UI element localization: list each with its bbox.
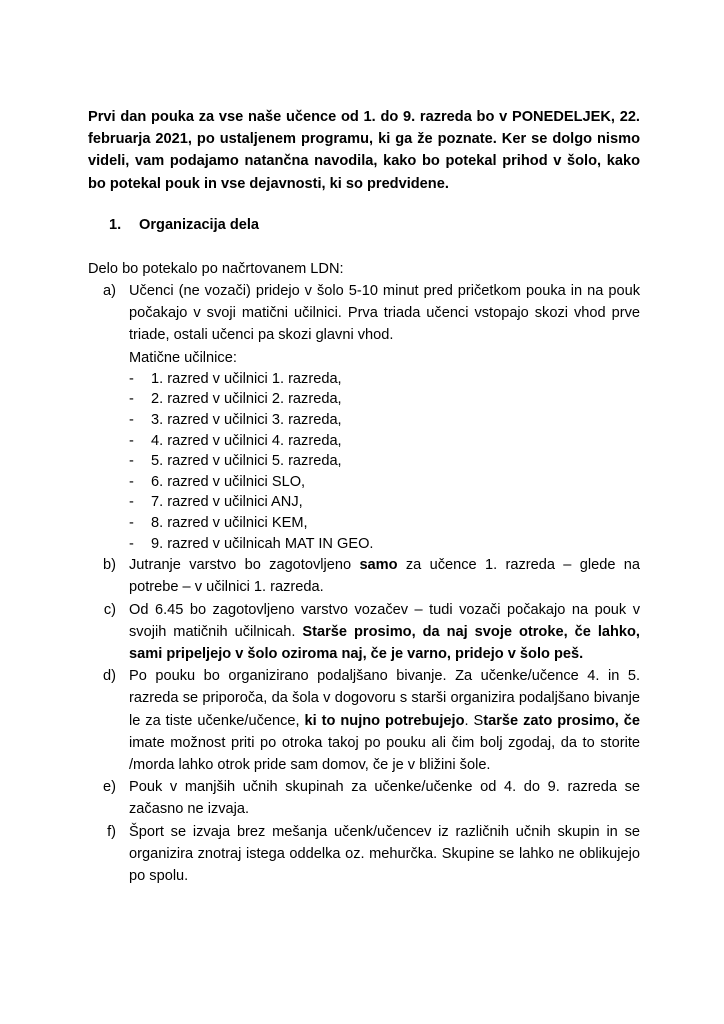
item-text: Od 6.45 bo zagotovljeno varstvo vozačev – tudi vozači počakajo na pouk v svojih matičnih učilnicah. — [129, 601, 640, 640]
item-letter: d) — [103, 668, 116, 685]
item-text: za učence 1. razreda – glede na potrebe – v učilnici 1. razreda. — [129, 557, 640, 596]
item-text: Jutranje varstvo bo zagotovljeno — [129, 557, 360, 574]
list-item-d — [88, 665, 640, 776]
item-bold-text: Starše prosimo, da naj svoje otroke, če lahko, sami pripeljejo v šolo oziroma naj, če je varno, pridejo v šolo peš. — [129, 623, 640, 662]
dash-marker: - — [129, 370, 134, 387]
classroom-item — [129, 472, 640, 493]
list-item-a — [88, 280, 640, 554]
item-bold-text: ki to nujno potrebujejo — [304, 712, 465, 729]
list-item-f — [88, 821, 640, 888]
item-bold-text: tarše zato prosimo, če — [483, 712, 640, 729]
classroom-item — [129, 534, 640, 555]
item-body — [129, 599, 640, 666]
item-text: . S — [464, 712, 484, 729]
lead-sentence: Delo bo potekalo po načrtovanem LDN: — [88, 260, 344, 277]
section-heading — [88, 214, 640, 236]
classrooms-label: Matične učilnice: — [129, 349, 237, 366]
classroom-text: 9. razred v učilnicah MAT IN GEO. — [151, 535, 374, 552]
item-letter: b) — [103, 557, 116, 574]
list-item-c — [88, 599, 640, 666]
list-item-e — [88, 776, 640, 820]
dash-marker: - — [129, 535, 134, 552]
dash-marker: - — [129, 391, 134, 408]
classroom-item — [129, 389, 640, 410]
classroom-text: 8. razred v učilnici KEM, — [151, 514, 308, 531]
classroom-item — [129, 513, 640, 534]
classroom-item — [129, 431, 640, 452]
dash-marker: - — [129, 494, 134, 511]
item-body — [129, 554, 640, 598]
classroom-list — [129, 369, 640, 554]
item-letter: c) — [103, 601, 116, 618]
classroom-text: 1. razred v učilnici 1. razreda, — [151, 370, 342, 387]
list-item-b — [88, 554, 640, 598]
item-body — [129, 665, 640, 776]
item-letter: a) — [103, 283, 116, 300]
item-text: imate možnost priti po otroka takoj po pouku ali čim bolj zgodaj, da to storite /morda lahko otrok pride sam domov, če je v bližini šole. — [129, 734, 640, 773]
classroom-text: 6. razred v učilnici SLO, — [151, 473, 306, 490]
classroom-text: 3. razred v učilnici 3. razreda, — [151, 412, 342, 429]
document-page — [88, 106, 640, 887]
classroom-item — [129, 369, 640, 390]
item-body: Šport se izvaja brez mešanja učenk/učencev iz različnih učnih skupin in se organizira znotraj istega oddelka oz. mehurčka. Skupine se lahko ne oblikujejo po spolu. — [129, 823, 640, 885]
item-letter: e) — [103, 779, 116, 796]
item-letter: f) — [107, 823, 116, 840]
dash-marker: - — [129, 453, 134, 470]
dash-marker: - — [129, 473, 134, 490]
section-title: Organizacija dela — [139, 216, 260, 233]
dash-marker: - — [129, 432, 134, 449]
classroom-item — [129, 451, 640, 472]
item-bold-text: samo — [359, 557, 398, 574]
item-list — [88, 280, 640, 887]
classroom-text: 2. razred v učilnici 2. razreda, — [151, 391, 342, 408]
classroom-item — [129, 492, 640, 513]
classroom-text: 5. razred v učilnici 5. razreda, — [151, 453, 342, 470]
classroom-text: 7. razred v učilnici ANJ, — [151, 494, 303, 511]
item-text: Po pouku bo organizirano podaljšano bivanje. Za učenke/učence 4. in 5. razreda se priporoča, da šola v dogovoru s starši organizira podaljšano bivanje le za tiste učenke/učence, — [129, 668, 640, 729]
item-text: Učenci (ne vozači) pridejo v šolo 5-10 minut pred pričetkom pouka in na pouk počakajo v svoji matični učilnici. Prva triada učenci vstopajo skozi vhod prve triade, ostali učenci pa skozi glavni vhod. — [129, 283, 640, 344]
dash-marker: - — [129, 514, 134, 531]
item-body — [129, 280, 640, 554]
classroom-item — [129, 410, 640, 431]
dash-marker: - — [129, 412, 134, 429]
item-body: Pouk v manjših učnih skupinah za učenke/učenke od 4. do 9. razreda se začasno ne izvaja. — [129, 779, 640, 818]
section-number: 1. — [109, 216, 122, 233]
classroom-text: 4. razred v učilnici 4. razreda, — [151, 432, 342, 449]
intro-paragraph: Prvi dan pouka za vse naše učence od 1. do 9. razreda bo v PONEDELJEK, 22. februarja 2021, po ustaljenem programu, ki ga že poznate. Ker se dolgo nismo videli, vam podajamo natančna navodila, kako bo potekal prihod v šolo, kako bo potekal pouk in vse dejavnosti, ki so predvidene. — [88, 109, 640, 192]
